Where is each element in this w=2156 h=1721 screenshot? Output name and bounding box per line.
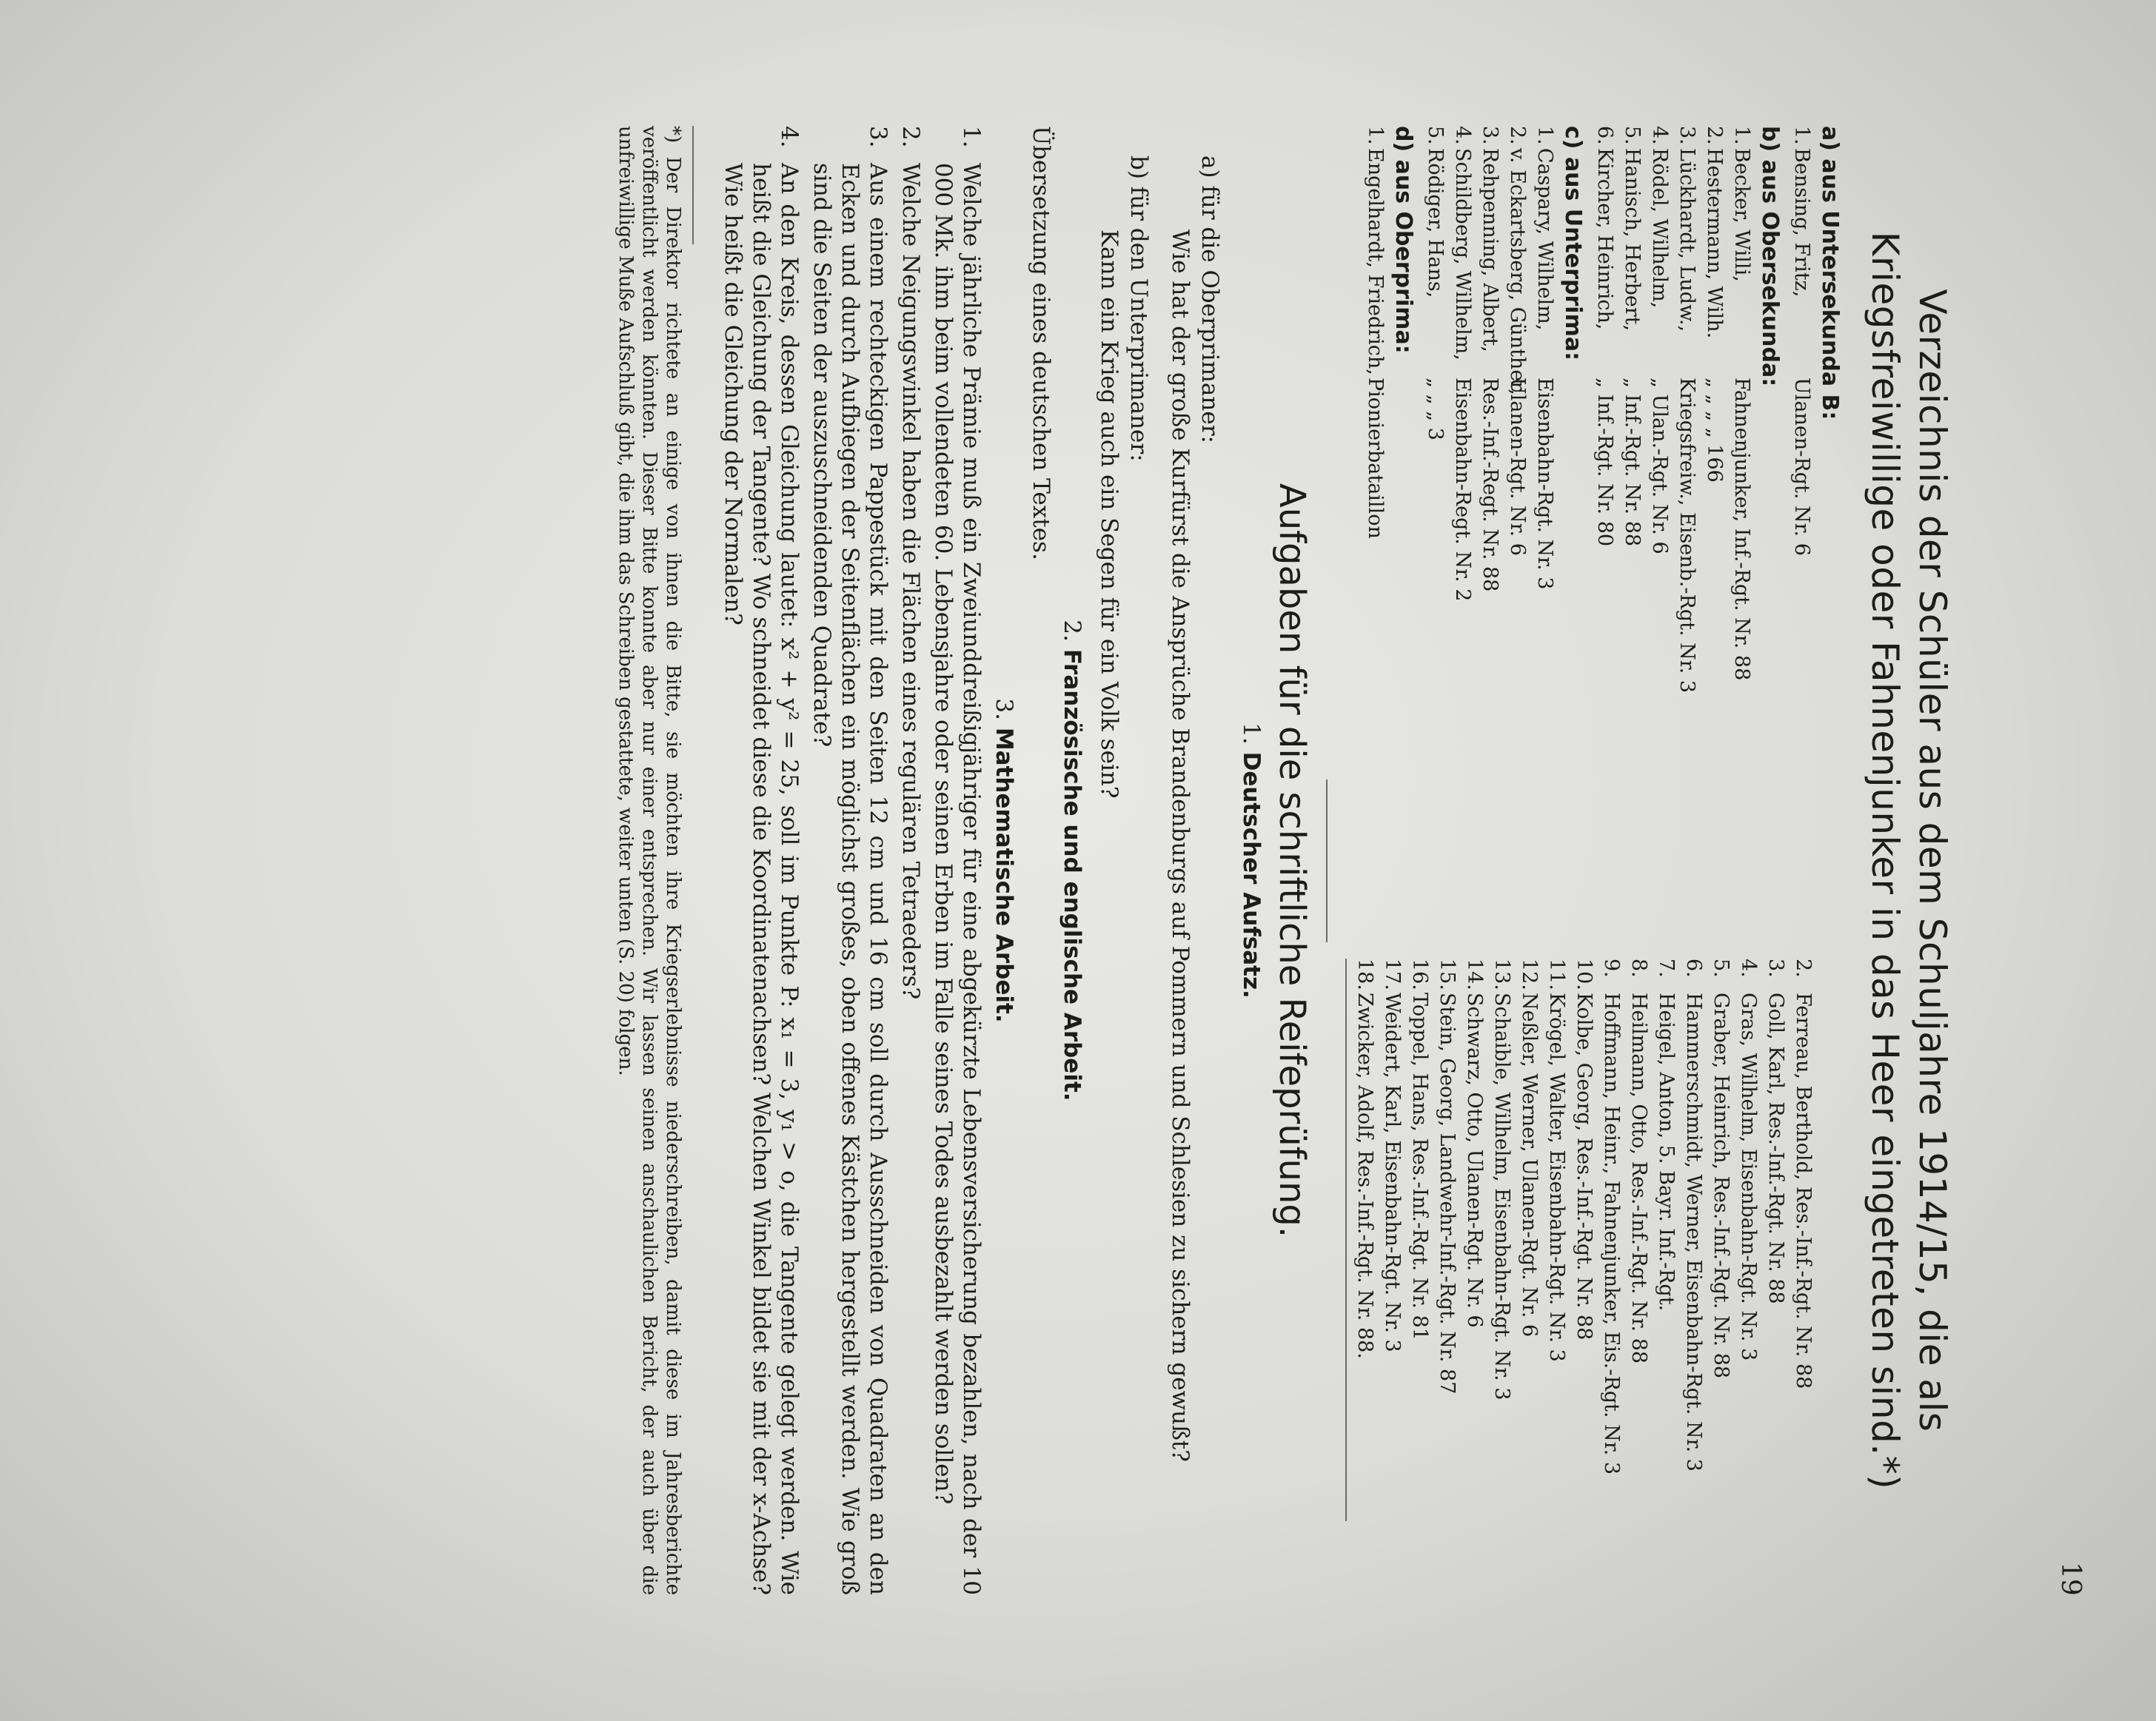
roster-entry: Ferreau, Berthold, Res.-Inf.-Rgt. Nr. 88 xyxy=(1792,993,1815,1389)
language-work-text: Übersetzung eines deutschen Textes. xyxy=(1028,126,1054,560)
roster-entry: Schaible, Wilhelm, Eisenbahn-Rgt. Nr. 3 xyxy=(1490,993,1513,1400)
task-text: An den Kreis, dessen Gleichung lautet: x² + y² = 25, soll im Punkte P: x₁ = 3, y₁ > o, die Tangente gelegt werden. Wie heißt die Gleichung der Tangente? Wo schneidet diese die Koordinatenachsen? Welchen Winkel bildet sie mit der x-Achse? Wie heißt die Gleichung der Normalen? xyxy=(720,163,803,1595)
student-name: Rehpenning, Albert, xyxy=(1479,148,1502,352)
task-text: Welche Neigungswinkel haben die Flächen eines regulären Tetraeders? xyxy=(897,163,924,1000)
roster-item xyxy=(1351,959,1379,1595)
roster-entry: Hammerschmidt, Werner, Eisenbahn-Rgt. Nr. 3 xyxy=(1682,993,1705,1472)
roster-item xyxy=(1788,126,1815,866)
roster-entry: Hoffmann, Heinr., Fahnenjunker, Eis.-Rgt. Nr. 3 xyxy=(1600,993,1623,1475)
roster-item xyxy=(1488,959,1516,1595)
math-work-heading xyxy=(990,126,1018,1595)
item-number: 2. xyxy=(1792,959,1815,978)
roster-item xyxy=(1653,959,1680,1595)
item-number: 10. xyxy=(1573,959,1596,990)
group-label: b) aus Obersekunda: xyxy=(1757,126,1783,387)
student-unit: Ulanen-Rgt. Nr. 6 xyxy=(1506,378,1529,556)
roster-entry: Graber, Heinrich, Res.-Inf.-Rgt. Nr. 88 xyxy=(1710,993,1732,1379)
roster-entry: Gras, Wilhelm, Eisenbahn-Rgt. Nr. 3 xyxy=(1737,993,1760,1361)
item-number: 1. xyxy=(1790,126,1813,145)
roster-item xyxy=(1362,126,1389,866)
oberprima-task-label: a) für die Oberprimaner: xyxy=(1196,155,1223,443)
student-name: v. Eckartsberg, Günther, xyxy=(1506,148,1529,395)
column-divider-rule xyxy=(1345,959,1347,1521)
section-number: 2. xyxy=(1059,620,1085,642)
oberprima-task-text: Wie hat der große Kurfürst die Ansprüche Brandenburgs auf Pommern und Schlesien zu sichern gewußt? xyxy=(1167,229,1194,1462)
item-number: 6. xyxy=(1593,126,1616,145)
student-name: Becker, Willi, xyxy=(1730,148,1753,282)
student-unit: Eisenbahn-Rgt. Nr. 3 xyxy=(1533,378,1556,590)
math-task xyxy=(808,126,892,1595)
student-name: Bensing, Fritz, xyxy=(1790,148,1813,298)
roster-item xyxy=(1406,959,1433,1595)
task-number: 1. xyxy=(958,126,985,148)
roster-item xyxy=(1625,959,1653,1595)
item-number: 12. xyxy=(1518,959,1541,990)
item-number: 17. xyxy=(1381,959,1404,990)
student-name: Caspary, Wilhelm, xyxy=(1533,148,1556,331)
item-number: 9. xyxy=(1600,959,1623,978)
roster-entry: Goll, Karl, Res.-Inf.-Rgt. Nr. 88 xyxy=(1764,993,1787,1304)
roster-entry: Zwicker, Adolf, Res.-Inf.-Rgt. Nr. 88. xyxy=(1353,993,1376,1359)
roster-entry: Toppel, Hans, Res.-Inf.-Rgt. Nr. 81 xyxy=(1408,993,1431,1341)
page-body xyxy=(614,126,2008,1595)
item-number: 1. xyxy=(1730,126,1753,145)
item-number: 4. xyxy=(1451,126,1474,145)
roster-item xyxy=(1516,959,1543,1595)
item-number: 2. xyxy=(1703,126,1726,145)
student-unit: „ Ulan.-Rgt. Nr. 6 xyxy=(1648,378,1671,554)
student-unit: „ „ „ „ 166 xyxy=(1703,378,1726,483)
section-divider-rule xyxy=(1326,779,1328,942)
roster-item xyxy=(1701,126,1728,866)
item-number: 5. xyxy=(1621,126,1644,145)
roster-item xyxy=(1461,959,1488,1595)
footnote-rule xyxy=(692,126,694,244)
roster-item xyxy=(1735,959,1762,1595)
page-number: 19 xyxy=(2055,1562,2086,1596)
roster-item xyxy=(1618,126,1646,866)
roster-columns xyxy=(1345,126,1848,1595)
item-number: 3. xyxy=(1479,126,1502,145)
group-obersekunda xyxy=(1591,126,1784,866)
roster-entry: Kolbe, Georg, Res.-Inf.-Rgt. Nr. 88 xyxy=(1573,993,1596,1341)
student-unit: Fahnenjunker, Inf.-Rgt. Nr. 88 xyxy=(1730,378,1753,681)
item-number: 18. xyxy=(1353,959,1376,990)
roster-item xyxy=(1379,959,1406,1595)
page-title: Verzeichnis der Schüler aus dem Schuljahre 1914/15, die als Kriegsfreiwillige oder Fahnenjunker in das Heer eingetreten sind.*) xyxy=(1864,231,1954,1490)
section-title: Mathematische Arbeit. xyxy=(991,727,1017,1023)
group-unterprima xyxy=(1422,126,1587,866)
footnote-text: *) Der Direktor richtete an einige von ihnen die Bitte, sie möchten ihre Kriegserlebnisse niederschreiben, damit diese im Jahresberichte veröffentlicht werden könnten. Dieser Bitte konnte aber nur einer entsprechen. Wir lassen seinen anschaulichen Bericht, der auch über die unfreiwillige Muße Aufschluß gibt, die ihm das Schreiben gestattete, weiter unten (S. 20) folgen. xyxy=(615,126,684,1595)
task-number: 3. xyxy=(865,126,891,148)
group-label: d) aus Oberprima: xyxy=(1390,126,1416,354)
group-oberprima xyxy=(1362,126,1417,866)
math-task xyxy=(719,126,803,1595)
roster-item xyxy=(1707,959,1735,1595)
unterprima-task-text: Kann ein Krieg auch ein Segen für ein Volk sein? xyxy=(1096,229,1122,799)
student-name: Schildberg, Wilhelm, xyxy=(1451,148,1474,360)
section-number: 1. xyxy=(1238,722,1265,745)
task-number: 2. xyxy=(897,126,924,148)
group-label: a) aus Untersekunda B: xyxy=(1817,126,1843,420)
item-number: 6. xyxy=(1682,959,1705,978)
task-text: Aus einem rechteckigen Pappestück mit den Seiten 12 cm und 16 cm soll durch Ausschneiden von Quadraten an den Ecken und durch Aufbiegen der Seitenflächen ein möglichst großes, oben offenes Kästchen hergestellt werden. Wie groß sind die Seiten der auszuschneidenden Quadrate? xyxy=(808,163,891,1595)
roster-left-column xyxy=(1345,126,1848,866)
student-name: Lückhardt, Ludw., xyxy=(1675,148,1698,332)
item-number: 13. xyxy=(1490,959,1513,990)
task-number: 4. xyxy=(776,126,803,148)
roster-item xyxy=(1591,126,1618,866)
item-number: 3. xyxy=(1764,959,1787,978)
student-unit: Res.-Inf.-Regt. Nr. 88 xyxy=(1479,378,1502,592)
item-number: 5. xyxy=(1710,959,1732,978)
roster-entry: Heigel, Anton, 5. Bayr. Inf.-Rgt. xyxy=(1655,993,1678,1312)
exam-tasks-heading: Aufgaben für die schriftliche Reifeprüfung. xyxy=(1271,483,1313,1238)
roster-item xyxy=(1673,126,1701,866)
student-name: Engelhardt, Friedrich, xyxy=(1364,148,1387,375)
roster-item xyxy=(1449,126,1476,866)
math-task xyxy=(897,126,925,1595)
section-title: Französische und englische Arbeit. xyxy=(1059,648,1085,1101)
german-essay-heading xyxy=(1237,126,1265,1595)
item-number: 1. xyxy=(1533,126,1556,145)
student-name: Hanisch, Herbert, xyxy=(1621,148,1644,332)
student-unit: „ „ „ 3 xyxy=(1424,378,1447,440)
roster-item xyxy=(1433,959,1461,1595)
roster-item xyxy=(1762,959,1790,1595)
student-name: Hestermann, Wilh. xyxy=(1703,148,1726,339)
exam-tasks-section xyxy=(719,126,1314,1595)
roster-right-column xyxy=(1345,959,1848,1595)
student-unit: Pionierbataillon xyxy=(1364,378,1387,539)
item-number: 16. xyxy=(1408,959,1431,990)
student-unit: „ Inf.-Rgt. Nr. 88 xyxy=(1621,378,1644,547)
item-number: 11. xyxy=(1545,959,1568,990)
item-number: 5. xyxy=(1424,126,1447,145)
student-name: Rödel, Wilhelm, xyxy=(1648,148,1671,309)
roster-item xyxy=(1570,959,1598,1595)
footnote-block xyxy=(614,126,694,1595)
item-number: 4. xyxy=(1648,126,1671,145)
roster-item xyxy=(1790,959,1817,1595)
item-number: 3. xyxy=(1675,126,1698,145)
roster-item xyxy=(1728,126,1755,866)
roster-item xyxy=(1531,126,1559,866)
section-title: Deutscher Aufsatz. xyxy=(1238,751,1265,999)
roster-item xyxy=(1598,959,1625,1595)
group-untersekunda xyxy=(1788,126,1844,866)
item-number: 1. xyxy=(1364,126,1387,145)
task-text: Welche jährliche Prämie muß ein Zweiunddreißigjähriger für eine abgekürzte Lebensversicherung bezahlen, nach der 10 000 Mk. ihm beim vollendeten 60. Lebensjahre oder seinen Erben im Falle seines Todes ausbezahlt werden sollen? xyxy=(930,163,985,1595)
student-unit: Ulanen-Rgt. Nr. 6 xyxy=(1790,378,1813,556)
student-unit: „ Inf.-Rgt. Nr. 80 xyxy=(1593,378,1616,547)
item-number: 8. xyxy=(1627,959,1650,978)
roster-item xyxy=(1476,126,1504,866)
student-name: Rödiger, Hans, xyxy=(1424,148,1447,298)
item-number: 15. xyxy=(1436,959,1459,990)
student-unit: Kriegsfreiw., Eisenb.-Rgt. Nr. 3 xyxy=(1675,378,1698,694)
math-task xyxy=(929,126,985,1595)
item-number: 7. xyxy=(1655,959,1678,978)
group-label: c) aus Unterprima: xyxy=(1560,126,1586,361)
section-number: 3. xyxy=(991,698,1017,720)
roster-item xyxy=(1543,959,1570,1595)
item-number: 4. xyxy=(1737,959,1760,978)
unterprima-task-label: b) für den Unterprimaner: xyxy=(1125,155,1152,462)
roster-item xyxy=(1646,126,1673,866)
student-name: Kircher, Heinrich, xyxy=(1593,148,1616,330)
roster-entry: Neßler, Werner, Ulanen-Rgt. Nr. 6 xyxy=(1518,993,1541,1338)
language-work-heading xyxy=(1058,126,1086,1595)
roster-item xyxy=(1422,126,1449,866)
roster-entry: Weidert, Karl, Eisenbahn-Rgt. Nr. 3 xyxy=(1381,993,1404,1352)
roster-entry: Schwarz, Otto, Ulanen-Rgt. Nr. 6 xyxy=(1463,993,1486,1328)
roster-entry: Stein, Georg, Landwehr-Inf.-Rgt. Nr. 87 xyxy=(1436,993,1459,1395)
roster-item xyxy=(1504,126,1531,866)
roster-entry: Heilmann, Otto, Res.-Inf.-Rgt. Nr. 88 xyxy=(1627,993,1650,1364)
roster-entry: Krögel, Walter, Eisenbahn-Rgt. Nr. 3 xyxy=(1545,993,1568,1362)
roster-item xyxy=(1680,959,1707,1595)
student-unit: Eisenbahn-Regt. Nr. 2 xyxy=(1451,378,1474,602)
item-number: 14. xyxy=(1463,959,1486,990)
item-number: 2. xyxy=(1506,126,1529,145)
